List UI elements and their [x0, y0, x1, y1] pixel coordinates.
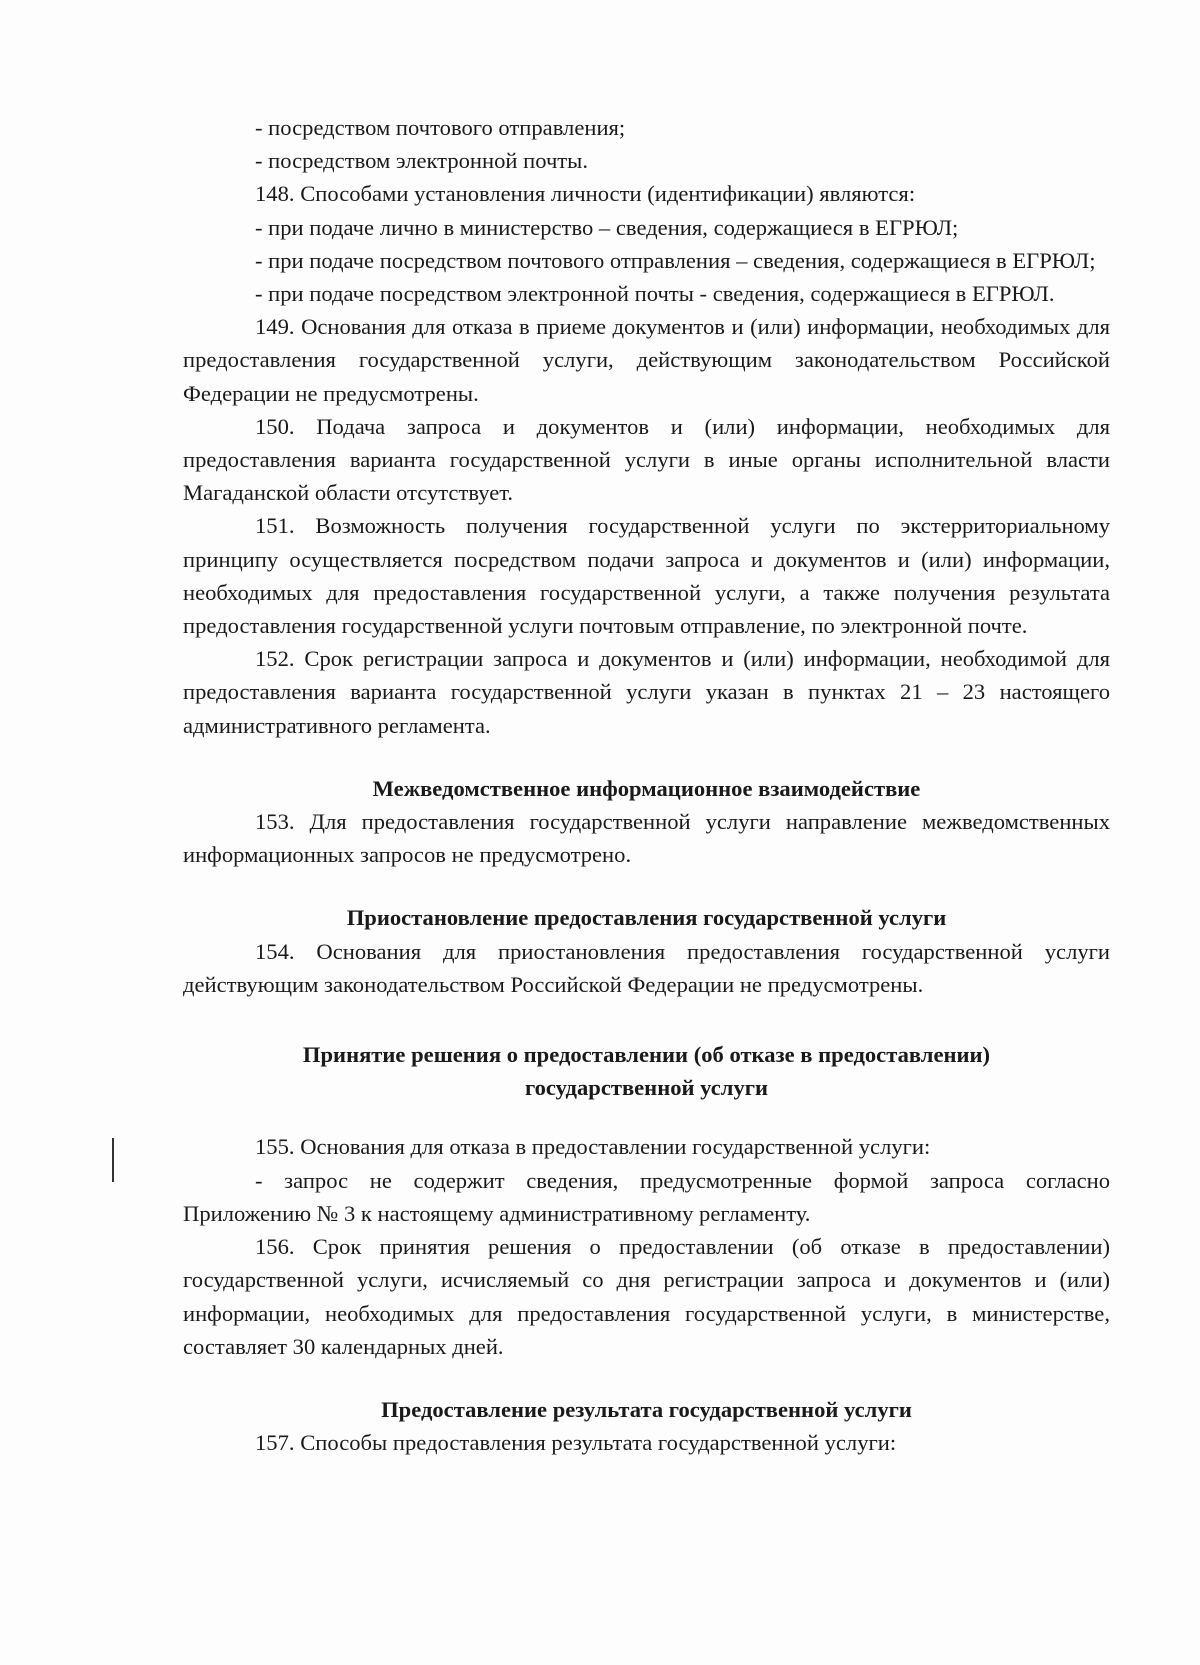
paragraph-155: 155. Основания для отказа в предоставлении государственной услуги: — [255, 1134, 931, 1160]
section-heading-decision-line1: Принятие решения о предоставлении (об отказе в предоставлении) — [302, 1042, 991, 1068]
paragraph-148: 148. Способами установления личности (идентификации) являются: — [255, 181, 916, 207]
section-heading-decision-line2: государственной услуги — [524, 1075, 769, 1101]
document-body — [183, 111, 1110, 1459]
section-heading-suspension: Приостановление предоставления государственной услуги — [346, 905, 947, 931]
paragraph-email: - посредством электронной почты. — [255, 148, 589, 174]
section-heading-result: Предоставление результата государственной услуги — [381, 1396, 912, 1422]
paragraph-postal: - посредством почтового отправления; — [255, 115, 626, 140]
paragraph-149: 149. Основания для отказа в приеме документов и (или) информации, необходимых для предоставления государственной услуги, действующим законодательством Российской Федерации не предусмотрены. — [183, 314, 1110, 406]
paragraph-148-personal: - при подаче лично в министерство – сведения, содержащиеся в ЕГРЮЛ; — [255, 214, 959, 240]
paragraph-152: 152. Срок регистрации запроса и документов и (или) информации, необходимой для предоставления варианта государственной услуги указан в пунктах 21 – 23 настоящего административного регламента. — [183, 646, 1110, 738]
paragraph-150: 150. Подача запроса и документов и (или) информации, необходимых для предоставления варианта государственной услуги в иные органы исполнительной власти Магаданской области отсутствует. — [183, 413, 1110, 506]
paragraph-151: 151. Возможность получения государственной услуги по экстерриториальному принципу осуществляется посредством подачи запроса и документов и (или) информации, необходимых для предоставления государственной услуги, а также получения результата предоставления государственной услуги почтовым отправление, по электронной почте. — [183, 513, 1110, 639]
paragraph-157: 157. Способы предоставления результата государственной услуги: — [255, 1430, 897, 1456]
paragraph-148-email: - при подаче посредством электронной почты - сведения, содержащиеся в ЕГРЮЛ. — [255, 281, 1055, 307]
paragraph-155-item: - запрос не содержит сведения, предусмотренные формой запроса согласно Приложению № 3 к настоящему административному регламенту. — [183, 1167, 1110, 1226]
margin-mark — [112, 1138, 114, 1182]
paragraph-154: 154. Основания для приостановления предоставления государственной услуги действующим законодательством Российской Федерации не предусмотрены. — [183, 938, 1110, 997]
paragraph-156: 156. Срок принятия решения о предоставлении (об отказе в предоставлении) государственной услуги, исчисляемый со дня регистрации запроса и документов и (или) информации, необходимых для предоставления государственной услуги, в министерстве, составляет 30 календарных дней. — [183, 1234, 1110, 1359]
paragraph-148-postal: - при подаче посредством почтового отправления – сведения, содержащиеся в ЕГРЮЛ; — [255, 247, 1096, 273]
paragraph-153: 153. Для предоставления государственной услуги направление межведомственных информационных запросов не предусмотрено. — [183, 809, 1110, 868]
section-heading-interagency: Межведомственное информационное взаимодействие — [372, 775, 921, 801]
